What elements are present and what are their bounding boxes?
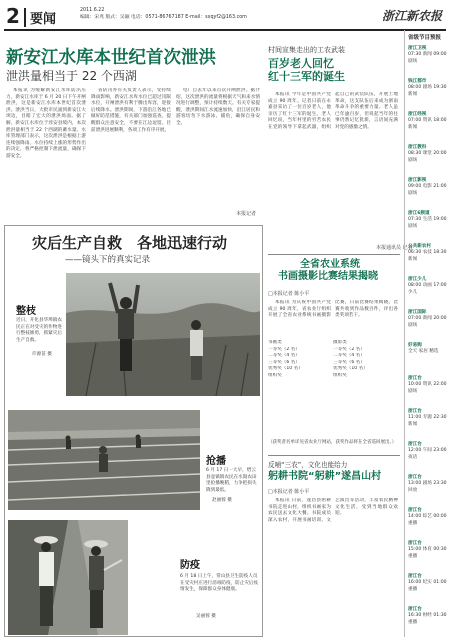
table-cell: 优秀奖（10 名） (268, 366, 303, 372)
photo-3-caption: 6 月 18 日上午，常山县卫生防疫人员在受灾村庄进行消毒防疫，防止灾后疫情发生，保障群众身体健康。 (180, 574, 259, 592)
list-item (408, 376, 448, 409)
feature-1-byline: 本报通讯员 记者 (376, 245, 413, 251)
main-byline: 本报记者 (236, 211, 257, 217)
tv-channel-name: 浙江6频道 (408, 211, 430, 216)
feature-2-body (268, 300, 398, 338)
divider (268, 455, 400, 456)
list-item (408, 541, 448, 574)
masthead-info (80, 7, 247, 21)
list-item (408, 145, 448, 178)
tv-program-lines: 11:00 专题 22:30 新闻 (408, 415, 447, 427)
tv-channel-name: 浙江台 (408, 508, 422, 513)
tv-channel-name: 公共新农村 (408, 244, 431, 249)
photo-1-title: 整枝 (16, 306, 36, 317)
tv-program-lines: 13:00 剧场 23:30 回放 (408, 481, 447, 493)
tv-channel-name: 浙江影视 (408, 178, 427, 183)
feature-1-text: 本报讯 今年是中国共产党成立 90 周年。记者日前在永嘉县采访了一位百岁老人，他亲历了红十三军的诞生。老人回忆说，当年村里的穷苦农民在党的领导下拿起武器，组织起自己的武装队伍，开展土地革命，这支队伍后来成为浙南革命斗争的重要力量。老人虽已年逾百岁，但说起当年的往事仍然记忆犹新，言语间充满对党的感激之情。 (268, 92, 398, 130)
main-article-text-3: 电厂自去年以来首次开闸泄洪。据介绍，这次泄洪的流量将根据天气和来水情况进行调整，预计持续数天。有关专家提醒，泄洪期间江水流速加快，沿江居民和游客切勿下水游泳、捕鱼，确保自身安全。 (176, 88, 260, 126)
table-cell: 书画类 (268, 340, 282, 345)
feature-3-text: 本报讯 日前，遂昌县躬耕书院走进山村，组织书画家为农民送去文化大餐。书院成员深入农村，开展书画培训、文艺演出等活动，丰富农民精神文化生活，受到当地群众欢迎。 (268, 498, 398, 523)
tv-channel-name: 浙江经视 (408, 112, 427, 117)
table-cell: 摄影类 (333, 340, 347, 345)
photo-2-caption: 6 月 17 日一大早，缙云县壶镇镇农民在水毁农田里抢播晚稻，力争把损失降到最低。 (206, 468, 257, 493)
photo-3-title: 防疫 (180, 560, 200, 571)
tv-guide-title: 省级节目预报 (408, 35, 442, 41)
tv-channel-name: 浙江台 (408, 442, 422, 447)
list-item (408, 409, 448, 442)
masthead-contact: 编辑：宋兆 版式：吴颖 电话：0571-86767187 E-mail：sxqyf2@163.com (80, 15, 247, 20)
list-item (408, 442, 448, 475)
tv-program-lines: 06:30 农技 18:30 新闻 (408, 250, 447, 262)
disinfection-photo-image (8, 520, 128, 635)
tv-channel-name: 浙江台 (408, 541, 422, 546)
tv-channel-name: 浙江台 (408, 409, 422, 414)
main-article-col-3 (176, 88, 260, 208)
tv-program-lines: 08:30 课堂 20:00 剧场 (408, 151, 447, 163)
list-item (408, 475, 448, 508)
feature-1-body (268, 92, 398, 252)
photo-replanting (8, 410, 200, 510)
tv-guide-sidebar (404, 30, 450, 637)
feature-2-byline: □本报记者 陈小平 (268, 291, 310, 297)
photo-1-caption: 近日，开化县华埠镇农民正在对受灾的作物进行整枝修剪，抓紧灾后生产自救。 (16, 318, 62, 343)
list-item (408, 508, 448, 541)
main-article-text-1: 本报讯 为缓解新安江水库防汛压力，新安江水库于 6 月 20 日下午开闸泄洪，这是新安江水库本世纪首次泄洪。泄洪当日，大批市民涌到新安江大坝边，目睹了宏大的泄洪场面。据了解，新安江水库位于淳安县境内，本次泄洪量相当于 22 个西湖的蓄水量。水库管理部门表示，这次泄洪是根据上游连续强降雨、水位持续上涨的形势作出的决定，将严格控制下泄流量，确保下游安全。 (6, 88, 86, 159)
tv-program-lines: 全天 家居 精选 (408, 349, 439, 355)
list-item (408, 343, 448, 376)
photo-3-credit: 吴丽蓉 摄 (196, 614, 216, 619)
list-item (408, 277, 448, 310)
table-row (268, 353, 398, 360)
table-cell: 二等奖（4 名） (333, 353, 365, 359)
list-item (408, 79, 448, 112)
tv-program-lines: 15:00 体育 00:30 重播 (408, 547, 447, 559)
tv-channel-name: 浙江国际 (408, 310, 427, 315)
table-cell: 二等奖（4 名） (268, 353, 300, 359)
feature-3-byline: □本报记者 陈小平 (268, 489, 310, 495)
photo-1-credit: 许源苗 摄 (32, 352, 52, 357)
tv-program-lines: 14:00 综艺 00:00 重播 (408, 514, 447, 526)
feature-3-headline: 躬耕书院“躬耕”遂昌山村 (268, 471, 382, 482)
divider (268, 254, 400, 255)
tv-channel-name: 浙江台 (408, 607, 422, 612)
tv-program-lines: 07:00 新闻 20:00 剧场 (408, 316, 447, 328)
feature-3-kicker: 反哺“三农”，文化也能给力 (268, 461, 348, 469)
table-cell: 优秀奖（10 名） (333, 366, 368, 372)
list-item (408, 607, 448, 640)
table-cell: 一等奖（2 名） (333, 346, 365, 352)
table-row (268, 366, 398, 373)
masthead (4, 3, 446, 31)
award-table (268, 340, 398, 380)
table-row (268, 360, 398, 367)
tv-program-lines: 07:30 新闻 09:00 剧场 (408, 52, 447, 64)
table-cell: 组织奖 (333, 372, 347, 378)
main-article-col-2 (91, 88, 171, 218)
tv-program-lines: 07:00 资讯 18:00 新闻 (408, 118, 447, 130)
photo-2-credit: 赵丽蓉 摄 (212, 498, 232, 503)
table-row (268, 340, 398, 347)
newspaper-logo: 浙江新农报 (381, 9, 442, 23)
main-headline: 新安江水库本世纪首次泄洪 (6, 48, 216, 68)
page-number: 2 (6, 4, 20, 28)
feature-1-headline-line-2: 红十三军的诞生 (268, 70, 345, 83)
photo-2-title: 抢播 (206, 456, 226, 467)
tv-channel-name: 浙江台 (408, 475, 422, 480)
list-item (408, 46, 448, 79)
table-cell: 一等奖（2 名） (268, 346, 300, 352)
section-name: 要闻 (24, 8, 56, 27)
feature-2-text: 本报讯 为庆祝中国共产党成立 90 周年，省农业厅组织开展了全省农业系统书画摄影比赛，日前比赛结果揭晓。比赛共收到作品数百件，评出各类奖项若干。 (268, 300, 398, 319)
table-row (268, 347, 398, 354)
tv-channel-name: 浙江教科 (408, 145, 427, 150)
feature-3-body (268, 498, 398, 636)
table-cell: 三等奖（6 名） (333, 359, 365, 365)
table-cell: 组织奖 (268, 372, 282, 378)
tv-program-lines: 10:00 资讯 22:00 剧场 (408, 382, 447, 394)
tv-channel-name: 浙江台 (408, 574, 422, 579)
feature-2-headline-line-2: 书画摄影比赛结果揭晓 (278, 271, 378, 282)
list-item (408, 244, 448, 277)
masthead-date: 2011.6.22 (80, 8, 105, 13)
photo-feature-subtitle: ——镜头下的真实记录 (65, 255, 151, 265)
table-row (268, 373, 398, 380)
tv-program-lines: 08:00 动画 17:00 少儿 (408, 283, 447, 295)
feature-1-headline-line-1: 百岁老人回忆 (268, 57, 334, 70)
tv-program-lines: 16:00 纪实 01:00 重播 (408, 580, 447, 592)
main-article-col-1 (6, 88, 86, 218)
feature-1-kicker: 村间宣集走出的工农武装 (268, 46, 345, 54)
tv-channel-name: 浙江卫视 (408, 46, 427, 51)
main-article-text-2: 省防汛办有关负责人表示，受持续降雨影响，新安江水库水位已超过汛限水位，开闸泄洪有利于腾出库容，迎接后续降水。泄洪期间，下游沿江各地已做好防范措施，有关部门加强巡查，提醒群众注意安全，不要在江边逗留。目前泄洪进展顺利，各项工作有序开展。 (91, 88, 171, 133)
tv-channel-name: 浙江少儿 (408, 277, 427, 282)
tv-program-lines: 07:30 生活 19:00 剧场 (408, 217, 447, 229)
main-subheadline: 泄洪量相当于 22 个西湖 (6, 69, 137, 83)
list-item (408, 112, 448, 145)
photo-feature-title: 灾后生产自救 各地迅速行动 (32, 234, 228, 252)
tv-program-lines: 12:00 午间 23:00 夜话 (408, 448, 447, 460)
tv-channel-name: 好易购 (408, 343, 422, 348)
tv-program-lines: 09:00 电影 21:00 剧场 (408, 184, 447, 196)
pruning-photo-image (66, 273, 260, 396)
photo-pruning (66, 273, 260, 396)
tv-program-lines: 08:00 剧场 19:30 新闻 (408, 85, 447, 97)
list-item (408, 211, 448, 244)
tv-channel-name: 钱江都市 (408, 79, 427, 84)
tv-guide-list (408, 46, 448, 640)
tv-channel-name: 浙江台 (408, 376, 422, 381)
award-note: （获奖者名单详见省农业厅网站，获奖作品将在全省巡回展出。） (268, 440, 397, 445)
replanting-photo-image (8, 410, 200, 510)
feature-1-headline (268, 57, 345, 83)
list-item (408, 178, 448, 211)
photo-disinfection (8, 520, 128, 635)
list-item (408, 310, 448, 343)
tv-program-lines: 16:30 财经 01:30 重播 (408, 613, 447, 625)
list-item (408, 574, 448, 607)
table-cell: 三等奖（6 名） (268, 359, 300, 365)
feature-2-headline-line-1: 全省农业系统 (300, 259, 360, 270)
